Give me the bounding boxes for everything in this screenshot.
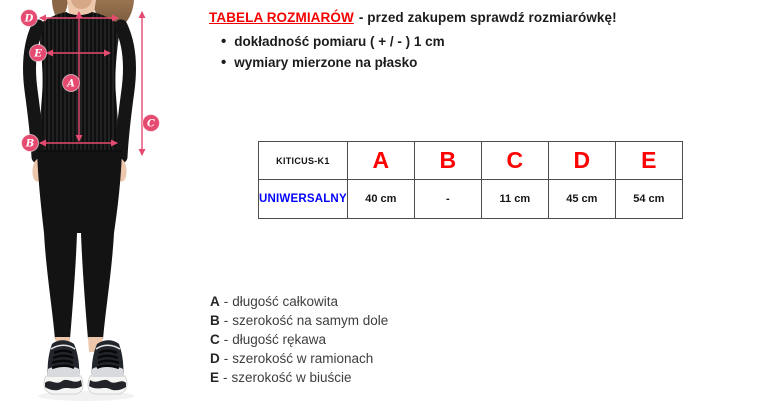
bullet-text: wymiary mierzone na płasko (234, 55, 418, 70)
bullet-item (221, 31, 445, 52)
size-table-data-row (259, 180, 683, 219)
marker-letter-a: A (67, 78, 75, 90)
legend-separator: - (223, 332, 229, 347)
legend-separator: - (223, 370, 228, 385)
page-title-highlight: TABELA ROZMIARÓW (209, 10, 354, 25)
model-photo (0, 0, 200, 415)
legend-text: szerokość w ramionach (232, 351, 374, 366)
legend-letter: D (210, 351, 220, 366)
column-header-b: B (414, 142, 481, 180)
marker-letter-b: B (25, 138, 35, 150)
product-code-cell: KITICUS-K1 (259, 142, 348, 180)
marker-letter-e: E (34, 48, 42, 60)
legend-text: długość rękawa (232, 332, 327, 347)
legend-item (210, 311, 388, 330)
model-figure-svg (0, 0, 200, 415)
value-cell-d: 45 cm (548, 180, 615, 219)
size-label-cell: UNIWERSALNY (259, 180, 348, 219)
size-table (258, 141, 683, 219)
value-cell-e: 54 cm (615, 180, 682, 219)
legend-letter: E (210, 370, 220, 385)
page-title (209, 10, 617, 25)
column-header-d: D (548, 142, 615, 180)
marker-letter-c: C (147, 118, 155, 130)
value-cell-b: - (414, 180, 481, 219)
bullet-icon: • (221, 33, 227, 50)
value-cell-c: 11 cm (481, 180, 548, 219)
legend-text: długość całkowita (232, 294, 339, 309)
size-table-header-row (259, 142, 683, 180)
marker-letter-d: D (24, 13, 34, 25)
measurement-legend (210, 292, 388, 387)
legend-letter: A (210, 294, 220, 309)
legend-separator: - (223, 313, 229, 328)
sneaker-left (44, 340, 83, 394)
bullet-text: dokładność pomiaru ( + / - ) 1 cm (234, 34, 445, 49)
info-bullet-list (221, 31, 445, 73)
sleeve-right (121, 26, 130, 157)
legend-text: szerokość w biuście (231, 370, 352, 385)
legend-letter: C (210, 332, 220, 347)
legend-item (210, 330, 388, 349)
column-header-a: A (347, 142, 414, 180)
legend-item (210, 368, 388, 387)
legend-item (210, 292, 388, 311)
page-title-rest: - przed zakupem sprawdź rozmiarówkę! (358, 10, 617, 25)
legend-separator: - (223, 351, 229, 366)
leg-left (44, 233, 77, 339)
bullet-icon: • (221, 54, 227, 71)
column-header-e: E (615, 142, 682, 180)
leg-right (81, 233, 114, 339)
value-cell-a: 40 cm (347, 180, 414, 219)
column-header-c: C (481, 142, 548, 180)
legend-letter: B (210, 313, 220, 328)
legend-text: szerokość na samym dole (232, 313, 389, 328)
legend-separator: - (223, 294, 229, 309)
bullet-item (221, 52, 445, 73)
legend-item (210, 349, 388, 368)
leggings-hips (37, 150, 122, 233)
